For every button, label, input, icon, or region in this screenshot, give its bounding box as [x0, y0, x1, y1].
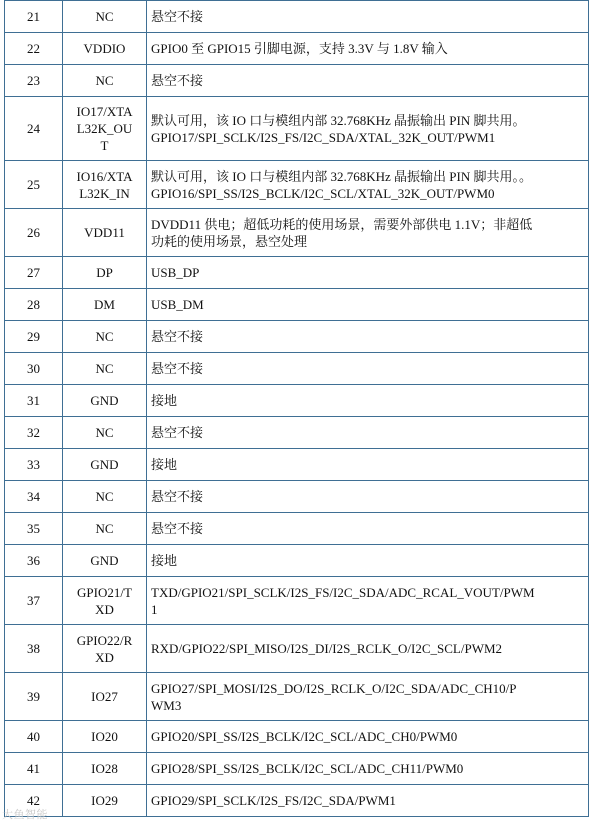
- pin-number: 38: [5, 625, 63, 673]
- pin-number: 34: [5, 481, 63, 513]
- pin-description: 接地: [151, 393, 178, 408]
- pin-description: 悬空不接: [151, 425, 204, 440]
- table-row: [5, 545, 589, 577]
- pin-number: 32: [5, 417, 63, 449]
- pin-name-cell: [63, 385, 147, 417]
- pin-name: IO20: [91, 729, 118, 744]
- pin-description-cell: [147, 97, 589, 161]
- pin-name-cell: [63, 417, 147, 449]
- table-row: [5, 257, 589, 289]
- pin-name-cell: [63, 481, 147, 513]
- pin-number: 39: [5, 673, 63, 721]
- pin-definition-table: [4, 0, 589, 817]
- pin-name: NC: [95, 9, 114, 24]
- pin-description: GPIO20/SPI_SS/I2S_BCLK/I2C_SCL/ADC_CH0/PWM0: [151, 729, 458, 744]
- table-row: [5, 209, 589, 257]
- pin-name-cell: [63, 161, 147, 209]
- pin-description: 默认可用，该 IO 口与模组内部 32.768KHz 晶振输出 PIN 脚共用。 GPIO17/SPI_SCLK/I2S_FS/I2C_SDA/XTAL_32K_OUT/PWM1: [151, 112, 526, 145]
- pin-name: GND: [90, 393, 119, 408]
- pin-name-cell: [63, 257, 147, 289]
- pin-name-cell: [63, 753, 147, 785]
- pin-name-cell: [63, 97, 147, 161]
- pin-description-cell: [147, 577, 589, 625]
- pin-description-cell: [147, 481, 589, 513]
- table-row: [5, 673, 589, 721]
- pin-description: 悬空不接: [151, 521, 204, 536]
- pin-name-cell: [63, 721, 147, 753]
- pin-name-cell: [63, 449, 147, 481]
- pin-description-cell: [147, 753, 589, 785]
- pin-name: IO29: [91, 793, 118, 808]
- pin-description-cell: [147, 1, 589, 33]
- pin-number: 27: [5, 257, 63, 289]
- pin-name: GPIO21/T XD: [77, 584, 132, 617]
- pin-description-cell: [147, 209, 589, 257]
- table-row: [5, 321, 589, 353]
- pin-name-cell: [63, 513, 147, 545]
- watermark: 大鱼智能: [2, 809, 48, 821]
- pin-number: 22: [5, 33, 63, 65]
- pin-name: IO27: [91, 689, 118, 704]
- pin-number: 28: [5, 289, 63, 321]
- pin-description-cell: [147, 721, 589, 753]
- pin-number: 29: [5, 321, 63, 353]
- pin-description-cell: [147, 65, 589, 97]
- pin-number: 23: [5, 65, 63, 97]
- table-row: [5, 353, 589, 385]
- pin-name: IO28: [91, 761, 118, 776]
- pin-number: 25: [5, 161, 63, 209]
- pin-description-cell: [147, 785, 589, 817]
- pin-description: 悬空不接: [151, 361, 204, 376]
- pin-number: 24: [5, 97, 63, 161]
- pin-description-cell: [147, 545, 589, 577]
- table-row: [5, 33, 589, 65]
- pin-number: 41: [5, 753, 63, 785]
- table-row: [5, 1, 589, 33]
- pin-number: 31: [5, 385, 63, 417]
- pin-description: USB_DM: [151, 297, 204, 312]
- pin-description-cell: [147, 385, 589, 417]
- pin-name-cell: [63, 577, 147, 625]
- pin-name-cell: [63, 289, 147, 321]
- table-row: [5, 625, 589, 673]
- pin-name-cell: [63, 545, 147, 577]
- table-row: [5, 753, 589, 785]
- pin-description: GPIO0 至 GPIO15 引脚电源，支持 3.3V 与 1.8V 输入: [151, 41, 448, 56]
- pin-number: 37: [5, 577, 63, 625]
- pin-description: USB_DP: [151, 265, 200, 280]
- pin-description-cell: [147, 625, 589, 673]
- pin-description: 接地: [151, 553, 178, 568]
- table-row: [5, 65, 589, 97]
- pin-description-cell: [147, 513, 589, 545]
- pin-number: 40: [5, 721, 63, 753]
- pin-name-cell: [63, 65, 147, 97]
- pin-description-cell: [147, 673, 589, 721]
- pin-number: 30: [5, 353, 63, 385]
- table-row: [5, 97, 589, 161]
- pin-description-cell: [147, 257, 589, 289]
- pin-description: GPIO28/SPI_SS/I2S_BCLK/I2C_SCL/ADC_CH11/PWM0: [151, 761, 464, 776]
- pin-name: NC: [95, 73, 114, 88]
- pin-name: NC: [95, 521, 114, 536]
- pin-description-cell: [147, 449, 589, 481]
- table-row: [5, 577, 589, 625]
- pin-description-cell: [147, 289, 589, 321]
- pin-description-cell: [147, 161, 589, 209]
- pin-name: NC: [95, 361, 114, 376]
- table-row: [5, 385, 589, 417]
- pin-description: TXD/GPIO21/SPI_SCLK/I2S_FS/I2C_SDA/ADC_RCAL_VOUT/PWM 1: [151, 584, 535, 617]
- table-row: [5, 785, 589, 817]
- pin-name: GND: [90, 553, 119, 568]
- table-row: [5, 449, 589, 481]
- pin-name-cell: [63, 785, 147, 817]
- pin-name: GPIO22/R XD: [76, 632, 133, 665]
- pin-description: DVDD11 供电；超低功耗的使用场景，需要外部供电 1.1V；非超低 功耗的使用场景，悬空处理: [151, 216, 533, 249]
- pin-number: 26: [5, 209, 63, 257]
- table-row: [5, 417, 589, 449]
- pin-name: NC: [95, 489, 114, 504]
- pin-description: 悬空不接: [151, 329, 204, 344]
- pin-name: GND: [90, 457, 119, 472]
- pin-description-cell: [147, 33, 589, 65]
- pin-name: NC: [95, 425, 114, 440]
- table-row: [5, 721, 589, 753]
- pin-description: GPIO29/SPI_SCLK/I2S_FS/I2C_SDA/PWM1: [151, 793, 396, 808]
- pin-name-cell: [63, 673, 147, 721]
- pin-description: GPIO27/SPI_MOSI/I2S_DO/I2S_RCLK_O/I2C_SDA/ADC_CH10/P WM3: [151, 680, 517, 713]
- pin-description-cell: [147, 321, 589, 353]
- pin-name-cell: [63, 625, 147, 673]
- pin-name-cell: [63, 209, 147, 257]
- pin-name: NC: [95, 329, 114, 344]
- pin-description: 默认可用，该 IO 口与模组内部 32.768KHz 晶振输出 PIN 脚共用。。 GPIO16/SPI_SS/I2S_BCLK/I2C_SCL/XTAL_32K_OUT/PWM0: [151, 168, 532, 201]
- pin-description: RXD/GPIO22/SPI_MISO/I2S_DI/I2S_RCLK_O/I2C_SCL/PWM2: [151, 641, 503, 656]
- pin-name: VDDIO: [83, 41, 126, 56]
- pin-number: 42: [5, 785, 63, 817]
- pin-name: DP: [96, 265, 113, 280]
- pin-name-cell: [63, 1, 147, 33]
- pin-name: VDD11: [84, 225, 125, 240]
- pin-number: 35: [5, 513, 63, 545]
- pin-description: 悬空不接: [151, 73, 204, 88]
- pin-name-cell: [63, 33, 147, 65]
- pin-number: 36: [5, 545, 63, 577]
- pin-description: 接地: [151, 457, 178, 472]
- pin-name: DM: [94, 297, 115, 312]
- pin-name: IO17/XTA L32K_OU T: [76, 104, 133, 153]
- table-row: [5, 513, 589, 545]
- pin-description-cell: [147, 417, 589, 449]
- pin-name: IO16/XTA L32K_IN: [76, 168, 133, 201]
- table-row: [5, 289, 589, 321]
- pin-name-cell: [63, 321, 147, 353]
- pin-description: 悬空不接: [151, 9, 204, 24]
- pin-description-cell: [147, 353, 589, 385]
- table-row: [5, 481, 589, 513]
- pin-number: 21: [5, 1, 63, 33]
- table-row: [5, 161, 589, 209]
- pin-description: 悬空不接: [151, 489, 204, 504]
- pin-table-body: [5, 1, 589, 817]
- pin-name-cell: [63, 353, 147, 385]
- pin-number: 33: [5, 449, 63, 481]
